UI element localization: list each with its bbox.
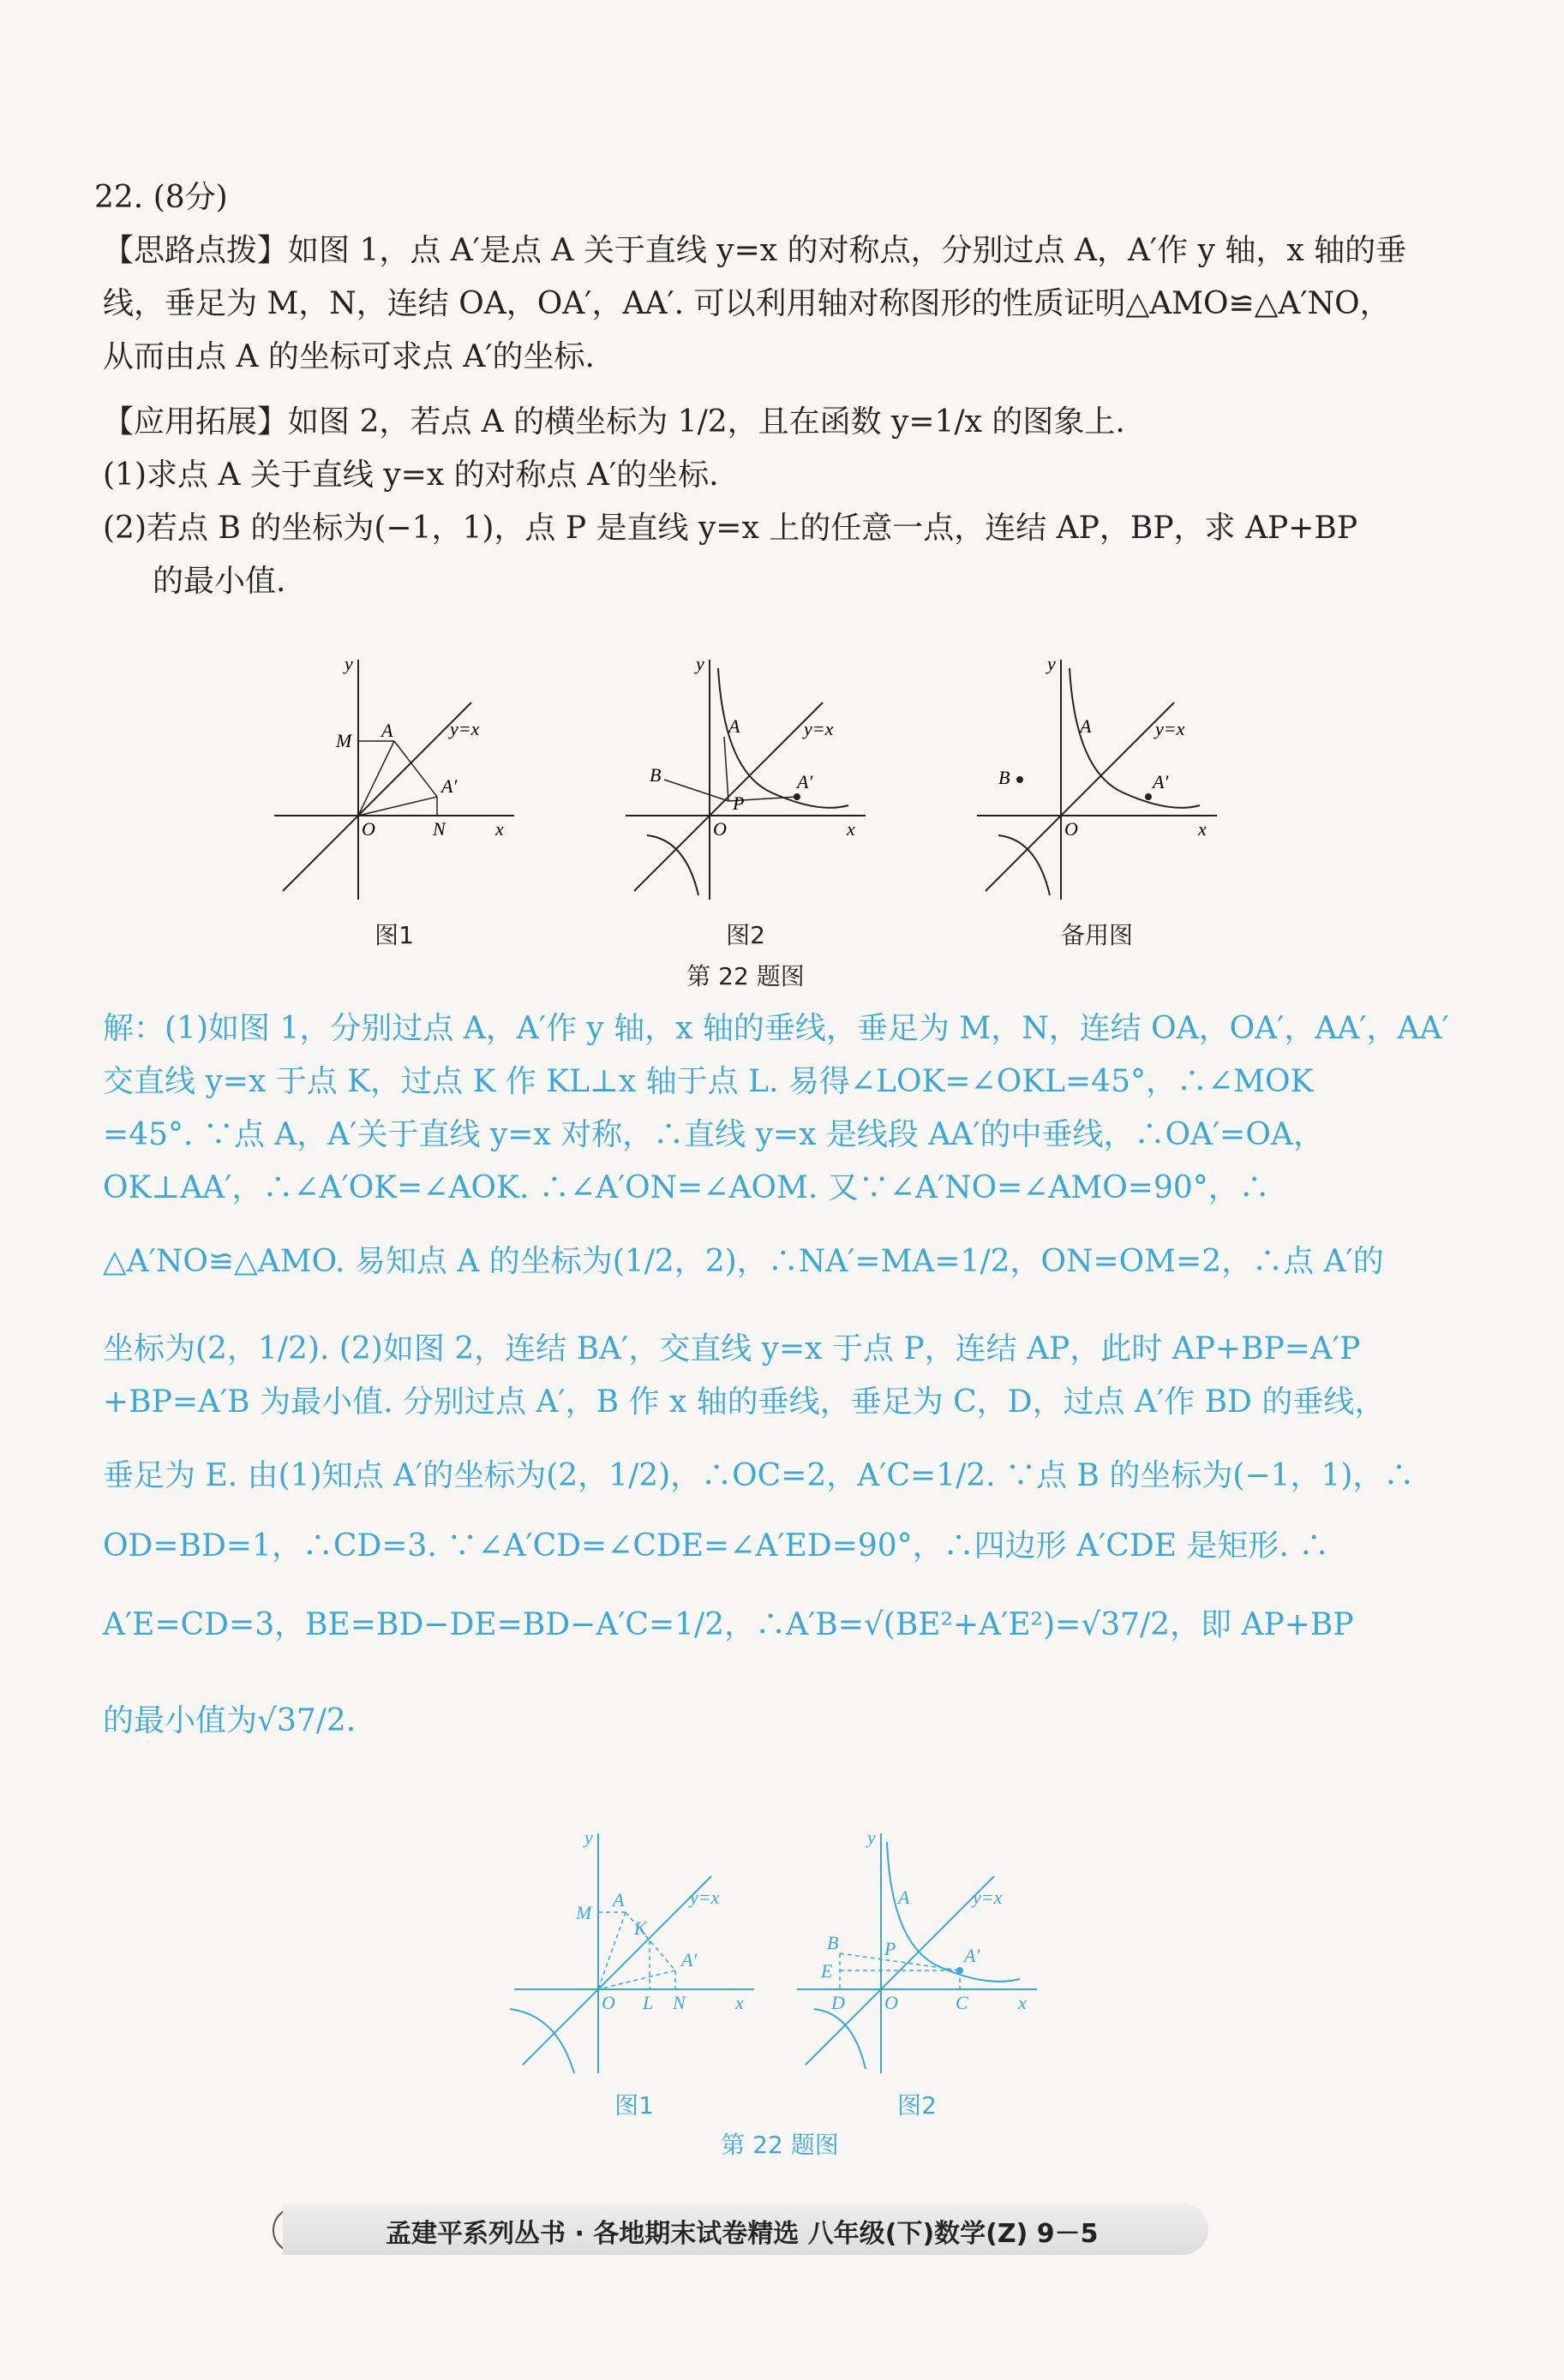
origin-label: O [713, 818, 727, 840]
point-a-label: A [381, 720, 393, 741]
caption-group-top: 第 22 题图 [686, 962, 805, 990]
problem-block [94, 171, 1465, 608]
solution-line: 解：(1)如图 1，分别过点 A，A′作 y 轴，x 轴的垂线，垂足为 M，N，连结 OA，OA′，AA′，AA′ [103, 1011, 1449, 1046]
solution-line: =45°. ∵点 A，A′关于直线 y=x 对称，∴直线 y=x 是线段 AA′的中垂线，∴OA′=OA， [103, 1117, 1324, 1152]
point-c-label: C [956, 1992, 968, 2013]
solution-line: 交直线 y=x 于点 K，过点 K 作 KL⊥x 轴于点 L. 易得∠LOK=∠OKL=45°，∴∠MOK [103, 1064, 1314, 1099]
axis-y-label: y [696, 653, 704, 674]
point-e-label: E [821, 1960, 833, 1982]
point-n-label: N [673, 1992, 686, 2013]
point-a2-label: A′ [681, 1949, 698, 1970]
caption-fig2: 图2 [726, 921, 765, 949]
question-1: (1)求点 A 关于直线 y=x 的对称点 A′的坐标. [103, 457, 719, 493]
origin-label: O [362, 818, 375, 840]
figure-1-top [266, 651, 523, 908]
point-a2-label: A′ [441, 775, 458, 797]
point-a2-label: A′ [797, 771, 813, 792]
point-k-label: K [634, 1917, 647, 1939]
axis-x-label: x [495, 818, 504, 840]
figure-2-top [617, 651, 874, 908]
axis-x-label: x [1018, 1992, 1027, 2013]
solution-line: OK⊥AA′，∴∠A′OK=∠AOK. ∴∠A′ON=∠AOM. 又∵∠A′NO=∠AMO=90°，∴ [103, 1170, 1270, 1205]
caption-group-bottom: 第 22 题图 [721, 2131, 839, 2159]
point-a-label: A [728, 715, 740, 737]
apply-line: 【应用拓展】如图 2，若点 A 的横坐标为 1/2，且在函数 y=1/x 的图象上. [103, 404, 1125, 440]
caption-fig1-bottom: 图1 [614, 2091, 654, 2120]
point-b-label: B [650, 764, 662, 786]
solution-line: △A′NO≌△AMO. 易知点 A 的坐标为(1/2，2)，∴NA′=MA=1/2，ON=OM=2，∴点 A′的 [103, 1244, 1384, 1279]
solution-line: OD=BD=1，∴CD=3. ∵∠A′CD=∠CDE=∠A′ED=90°，∴四边形 A′CDE 是矩形. ∴ [103, 1528, 1330, 1564]
axis-x-label: x [735, 1992, 744, 2013]
hint-line: 线，垂足为 M，N，连结 OA，OA′，AA′. 可以利用轴对称图形的性质证明△AMO≌△A′NO， [103, 286, 1391, 321]
point-a2-label: A′ [964, 1945, 980, 1966]
caption-fig1: 图1 [375, 921, 414, 949]
point-a-label: A [1080, 715, 1092, 737]
question-2-cont: 的最小值. [153, 564, 286, 599]
axis-y-label: y [345, 653, 353, 674]
axis-y-label: y [584, 1827, 593, 1848]
point-a2-label: A′ [1153, 771, 1169, 792]
point-b-label: B [998, 767, 1010, 788]
point-m-label: M [576, 1902, 592, 1923]
figure-2-bottom [788, 1825, 1046, 2082]
point-a-label: A [898, 1887, 910, 1908]
solution-block [103, 1002, 1474, 1748]
hint-line: 【思路点拨】如图 1，点 A′是点 A 关于直线 y=x 的对称点，分别过点 A，A′作 y 轴，x 轴的垂 [103, 233, 1407, 268]
point-n-label: N [433, 818, 446, 840]
question-2: (2)若点 B 的坐标为(−1，1)，点 P 是直线 y=x 上的任意一点，连结 AP，BP，求 AP+BP [103, 511, 1358, 546]
axis-x-label: x [847, 818, 855, 840]
origin-label: O [884, 1992, 898, 2013]
axis-x-label: x [1198, 818, 1207, 840]
point-p-label: P [884, 1938, 896, 1959]
axis-y-label: y [1047, 653, 1056, 674]
footer-bar [283, 2204, 1208, 2255]
footer-text: 孟建平系列丛书 · 各地期末试卷精选 八年级(下)数学(Z) 9－5 [386, 2219, 1099, 2249]
point-a-label: A [613, 1889, 625, 1911]
axis-y-label: y [867, 1827, 876, 1848]
solution-line: A′E=CD=3，BE=BD−DE=BD−A′C=1/2，∴A′B=√(BE²+A′E²)=√37/2，即 AP+BP [103, 1607, 1354, 1642]
line-label: y=x [690, 1887, 720, 1908]
point-p-label: P [733, 792, 745, 814]
line-label: y=x [973, 1887, 1003, 1908]
point-m-label: M [336, 730, 352, 751]
solution-line: +BP=A′B 为最小值. 分别过点 A′，B 作 x 轴的垂线，垂足为 C，D，过点 A′作 BD 的垂线， [103, 1384, 1386, 1420]
point-l-label: L [643, 1992, 654, 2013]
figure-spare-top [968, 651, 1225, 908]
line-label: y=x [450, 718, 480, 739]
line-label: y=x [1155, 718, 1185, 739]
point-b-label: B [827, 1932, 839, 1953]
figure-1-bottom [506, 1825, 763, 2082]
origin-label: O [602, 1992, 615, 2013]
solution-line: 垂足为 E. 由(1)知点 A′的坐标为(2，1/2)，∴OC=2，A′C=1/2. ∵点 B 的坐标为(−1，1)，∴ [103, 1458, 1415, 1493]
line-label: y=x [804, 718, 834, 739]
point-d-label: D [831, 1992, 845, 2013]
hint-line: 从而由点 A 的坐标可求点 A′的坐标. [103, 339, 595, 374]
origin-label: O [1064, 818, 1078, 840]
caption-spare: 备用图 [1060, 921, 1133, 949]
problem-header: 22. (8分) [94, 180, 228, 215]
solution-line: 坐标为(2，1/2). (2)如图 2，连结 BA′，交直线 y=x 于点 P，连结 AP，此时 AP+BP=A′P [103, 1331, 1361, 1366]
solution-line: 的最小值为√37/2. [103, 1703, 357, 1738]
caption-fig2-bottom: 图2 [897, 2091, 937, 2120]
